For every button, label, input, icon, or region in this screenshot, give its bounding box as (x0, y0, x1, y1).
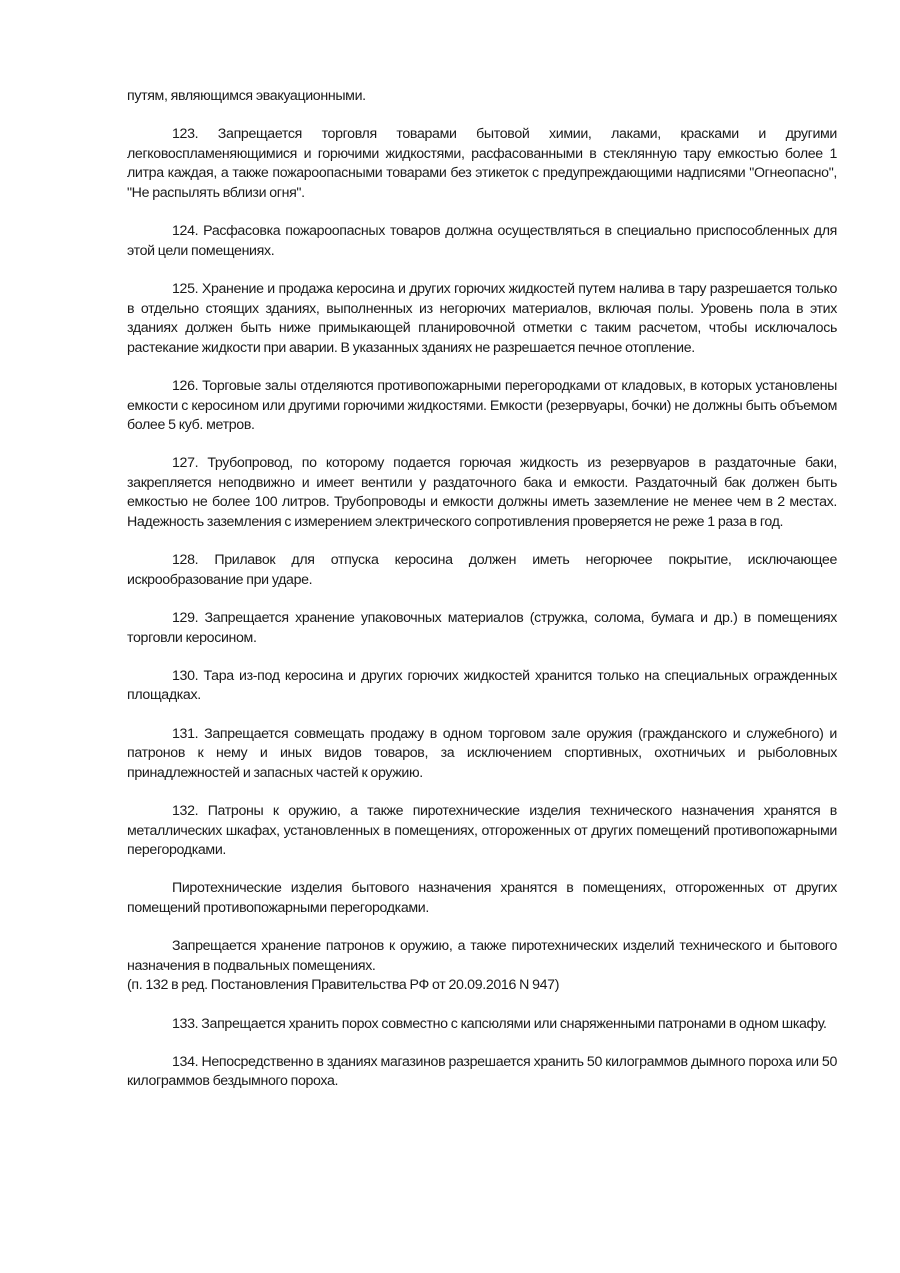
paragraph-126: 126. Торговые залы отделяются противопожарными перегородками от кладовых, в которых установлены емкости с керосином или другими горючими жидкостями. Емкости (резервуары, бочки) не должны быть объемом более 5 куб. метров. (127, 377, 837, 434)
paragraph-134: 134. Непосредственно в зданиях магазинов разрешается хранить 50 килограммов дымного пороха или 50 килограммов бездымного пороха. (127, 1053, 837, 1090)
paragraph-124: 124. Расфасовка пожароопасных товаров должна осуществляться в специально приспособленных для этой цели помещениях. (127, 223, 837, 259)
paragraph-130: 130. Тара из-под керосина и других горючих жидкостей хранится только на специальных огражденных площадках. (127, 667, 837, 704)
paragraph-132-basement-prohibition: Запрещается хранение патронов к оружию, а также пиротехнических изделий технического и бытового назначения в подвальных помещениях. (127, 938, 837, 974)
document-page (127, 87, 837, 1110)
paragraph-continuation: путям, являющимся эвакуационными. (127, 88, 366, 104)
paragraph-128: 128. Прилавок для отпуска керосина должен иметь негорючее покрытие, исключающее искрообразование при ударе. (127, 552, 837, 588)
paragraph-133: 133. Запрещается хранить порох совместно с капсюлями или снаряженными патронами в одном шкафу. (172, 1015, 827, 1032)
paragraph-129: 129. Запрещается хранение упаковочных материалов (стружка, солома, бумага и др.) в помещениях торговли керосином. (127, 610, 837, 646)
paragraph-131: 131. Запрещается совмещать продажу в одном торговом зале оружия (гражданского и служебного) и патронов к нему и иных видов товаров, за исключением спортивных, охотничьих и рыболовных принадлежностей и запасных частей к оружию. (127, 725, 837, 781)
paragraph-132: 132. Патроны к оружию, а также пиротехнические изделия технического назначения хранятся в металлических шкафах, установленных в помещениях, отгороженных от других помещений противопожарными перегородками. (127, 802, 837, 859)
paragraph-123: 123. Запрещается торговля товарами бытовой химии, лаками, красками и другими легковоспламеняющимися и горючими жидкостями, расфасованными в стеклянную тару емкостью более 1 литра каждая, а также пожароопасными товарами без этикеток с предупреждающими надписями "Огнеопасно", "Не распылять вблизи огня". (127, 126, 837, 201)
paragraph-132-household-pyrotechnics: Пиротехнические изделия бытового назначения хранятся в помещениях, отгороженных от других помещений противопожарными перегородками. (127, 880, 837, 916)
paragraph-125: 125. Хранение и продажа керосина и других горючих жидкостей путем налива в тару разрешается только в отдельно стоящих зданиях, выполненных из негорючих материалов, включая полы. Уровень пола в этих зданиях должен быть ниже примыкающей планировочной отметки с таким расчетом, чтобы исключалось растекание жидкости при аварии. В указанных зданиях не разрешается печное отопление. (127, 280, 837, 356)
paragraph-127: 127. Трубопровод, по которому подается горючая жидкость из резервуаров в раздаточные баки, закрепляется неподвижно и имеет вентили у раздаточного бака и емкости. Раздаточный бак должен быть емкостью не более 100 литров. Трубопроводы и емкости должны иметь заземление не менее чем в 2 местах. Надежность заземления с измерением электрического сопротивления проверяется не реже 1 раза в год. (127, 455, 837, 531)
amendment-note: (п. 132 в ред. Постановления Правительства РФ от 20.09.2016 N 947) (127, 977, 560, 994)
